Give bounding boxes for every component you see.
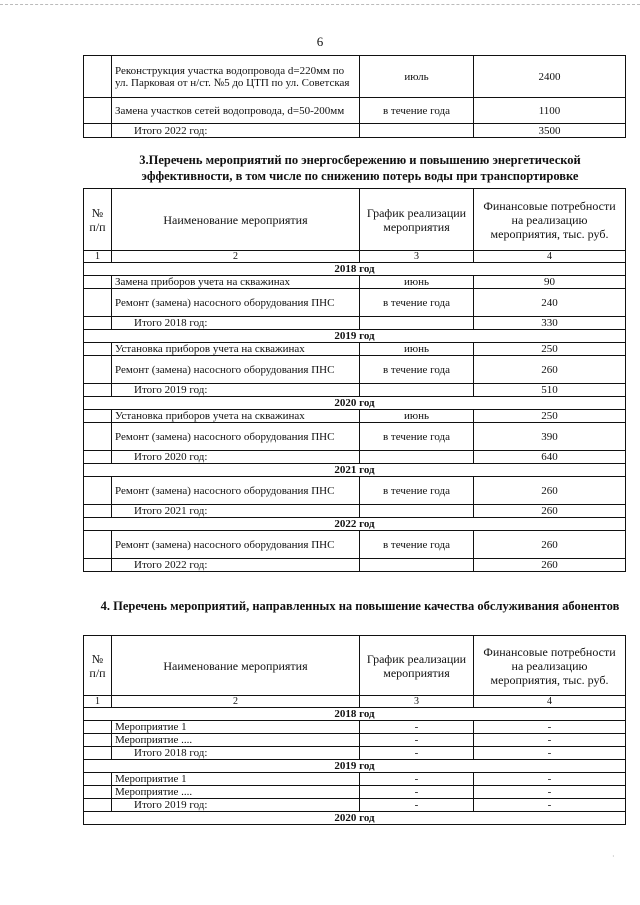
- table-row: [84, 423, 626, 451]
- total-label: Итого 2018 год:: [112, 747, 360, 760]
- total-label: Итого 2021 год:: [112, 505, 360, 518]
- total-amount: -: [474, 747, 626, 760]
- event-schedule: в течение года: [360, 289, 474, 317]
- event-name: Мероприятие ....: [112, 734, 360, 747]
- total-label: Итого 2022 год:: [112, 124, 360, 138]
- event-amount: 260: [474, 356, 626, 384]
- event-amount: 1100: [474, 98, 626, 124]
- table-row: [84, 721, 626, 734]
- event-schedule: в течение года: [360, 98, 474, 124]
- event-amount: -: [474, 773, 626, 786]
- col-header-num: № п/п: [84, 189, 112, 251]
- scan-mark: ·: [612, 852, 615, 861]
- table-header: [84, 636, 626, 696]
- year-row: 2022 год: [84, 518, 626, 531]
- event-schedule: -: [360, 734, 474, 747]
- total-schedule: -: [360, 747, 474, 760]
- table-row: [84, 98, 626, 124]
- event-schedule: июнь: [360, 343, 474, 356]
- event-schedule: в течение года: [360, 477, 474, 505]
- total-row: [84, 799, 626, 812]
- event-schedule: -: [360, 786, 474, 799]
- table-row: [84, 734, 626, 747]
- event-name: Замена приборов учета на скважинах: [112, 276, 360, 289]
- total-amount: 260: [474, 505, 626, 518]
- year-row: 2018 год: [84, 708, 626, 721]
- col-header-finance: Финансовые потребности на реализацию мероприятия, тыс. руб.: [474, 189, 626, 251]
- event-name: Мероприятие 1: [112, 721, 360, 734]
- table-section-4: [83, 635, 626, 825]
- event-amount: 390: [474, 423, 626, 451]
- section-4-title: 4. Перечень мероприятий, направленных на повышение качества обслуживания абонентов: [100, 599, 620, 613]
- event-name: Установка приборов учета на скважинах: [112, 410, 360, 423]
- table-row: [84, 289, 626, 317]
- event-schedule: -: [360, 773, 474, 786]
- table-row: [84, 410, 626, 423]
- event-schedule: в течение года: [360, 423, 474, 451]
- event-name: Ремонт (замена) насосного оборудования ПНС: [112, 531, 360, 559]
- event-amount: -: [474, 721, 626, 734]
- event-amount: 250: [474, 410, 626, 423]
- total-label: Итого 2022 год:: [112, 559, 360, 572]
- year-row: 2019 год: [84, 760, 626, 773]
- total-amount: 3500: [474, 124, 626, 138]
- event-name: Ремонт (замена) насосного оборудования ПНС: [112, 477, 360, 505]
- table-row: [84, 56, 626, 98]
- event-schedule: -: [360, 721, 474, 734]
- event-name: Замена участков сетей водопровода, d=50-200мм: [112, 98, 360, 124]
- table-row: [84, 356, 626, 384]
- total-row: [84, 384, 626, 397]
- event-amount: 2400: [474, 56, 626, 98]
- col-header-name: Наименование мероприятия: [112, 636, 360, 696]
- event-amount: 260: [474, 531, 626, 559]
- year-row: 2021 год: [84, 464, 626, 477]
- total-amount: 260: [474, 559, 626, 572]
- event-schedule: в течение года: [360, 531, 474, 559]
- year-row: 2018 год: [84, 263, 626, 276]
- col-header-name: Наименование мероприятия: [112, 189, 360, 251]
- table-row: [84, 276, 626, 289]
- section-3-title: 3.Перечень мероприятий по энергосбережению и повышению энергетической эффективности, в том числе по снижению потерь воды при транспортировке: [139, 153, 581, 183]
- total-row: [84, 124, 626, 138]
- event-schedule: в течение года: [360, 356, 474, 384]
- total-row: [84, 317, 626, 330]
- total-row: [84, 505, 626, 518]
- event-amount: 260: [474, 477, 626, 505]
- col-header-schedule: График реализации мероприятия: [360, 189, 474, 251]
- total-amount: 510: [474, 384, 626, 397]
- event-schedule: июнь: [360, 410, 474, 423]
- event-name: Мероприятие 1: [112, 773, 360, 786]
- column-numbers-row: 1 2 3 4: [84, 696, 626, 708]
- table-row: [84, 786, 626, 799]
- total-amount: -: [474, 799, 626, 812]
- event-name: Ремонт (замена) насосного оборудования ПНС: [112, 289, 360, 317]
- total-schedule: -: [360, 799, 474, 812]
- event-amount: 250: [474, 343, 626, 356]
- event-name: Установка приборов учета на скважинах: [112, 343, 360, 356]
- total-label: Итого 2018 год:: [112, 317, 360, 330]
- event-name: Реконструкция участка водопровода d=220мм по ул. Парковая от н/ст. №5 до ЦТП по ул. Советская: [112, 56, 360, 98]
- col-header-schedule: График реализации мероприятия: [360, 636, 474, 696]
- total-row: [84, 747, 626, 760]
- event-amount: -: [474, 786, 626, 799]
- event-name: Ремонт (замена) насосного оборудования ПНС: [112, 356, 360, 384]
- table-row: [84, 773, 626, 786]
- table-header: [84, 189, 626, 251]
- year-row: 2019 год: [84, 330, 626, 343]
- col-header-finance: Финансовые потребности на реализацию мероприятия, тыс. руб.: [474, 636, 626, 696]
- total-amount: 330: [474, 317, 626, 330]
- year-row: 2020 год: [84, 397, 626, 410]
- total-label: Итого 2019 год:: [112, 799, 360, 812]
- total-row: [84, 559, 626, 572]
- scan-edge-line: [0, 4, 640, 5]
- col-header-num: № п/п: [84, 636, 112, 696]
- year-row: 2020 год: [84, 812, 626, 825]
- event-schedule: июнь: [360, 276, 474, 289]
- event-amount: 240: [474, 289, 626, 317]
- total-label: Итого 2019 год:: [112, 384, 360, 397]
- event-amount: -: [474, 734, 626, 747]
- table-row: [84, 343, 626, 356]
- table-continuation: [83, 55, 626, 138]
- total-amount: 640: [474, 451, 626, 464]
- total-label: Итого 2020 год:: [112, 451, 360, 464]
- event-name: Мероприятие ....: [112, 786, 360, 799]
- page-number: 6: [316, 34, 324, 49]
- column-numbers-row: 1 2 3 4: [84, 251, 626, 263]
- event-name: Ремонт (замена) насосного оборудования ПНС: [112, 423, 360, 451]
- event-amount: 90: [474, 276, 626, 289]
- table-row: [84, 477, 626, 505]
- table-row: [84, 531, 626, 559]
- table-section-3: [83, 188, 626, 572]
- total-row: [84, 451, 626, 464]
- event-schedule: июль: [360, 56, 474, 98]
